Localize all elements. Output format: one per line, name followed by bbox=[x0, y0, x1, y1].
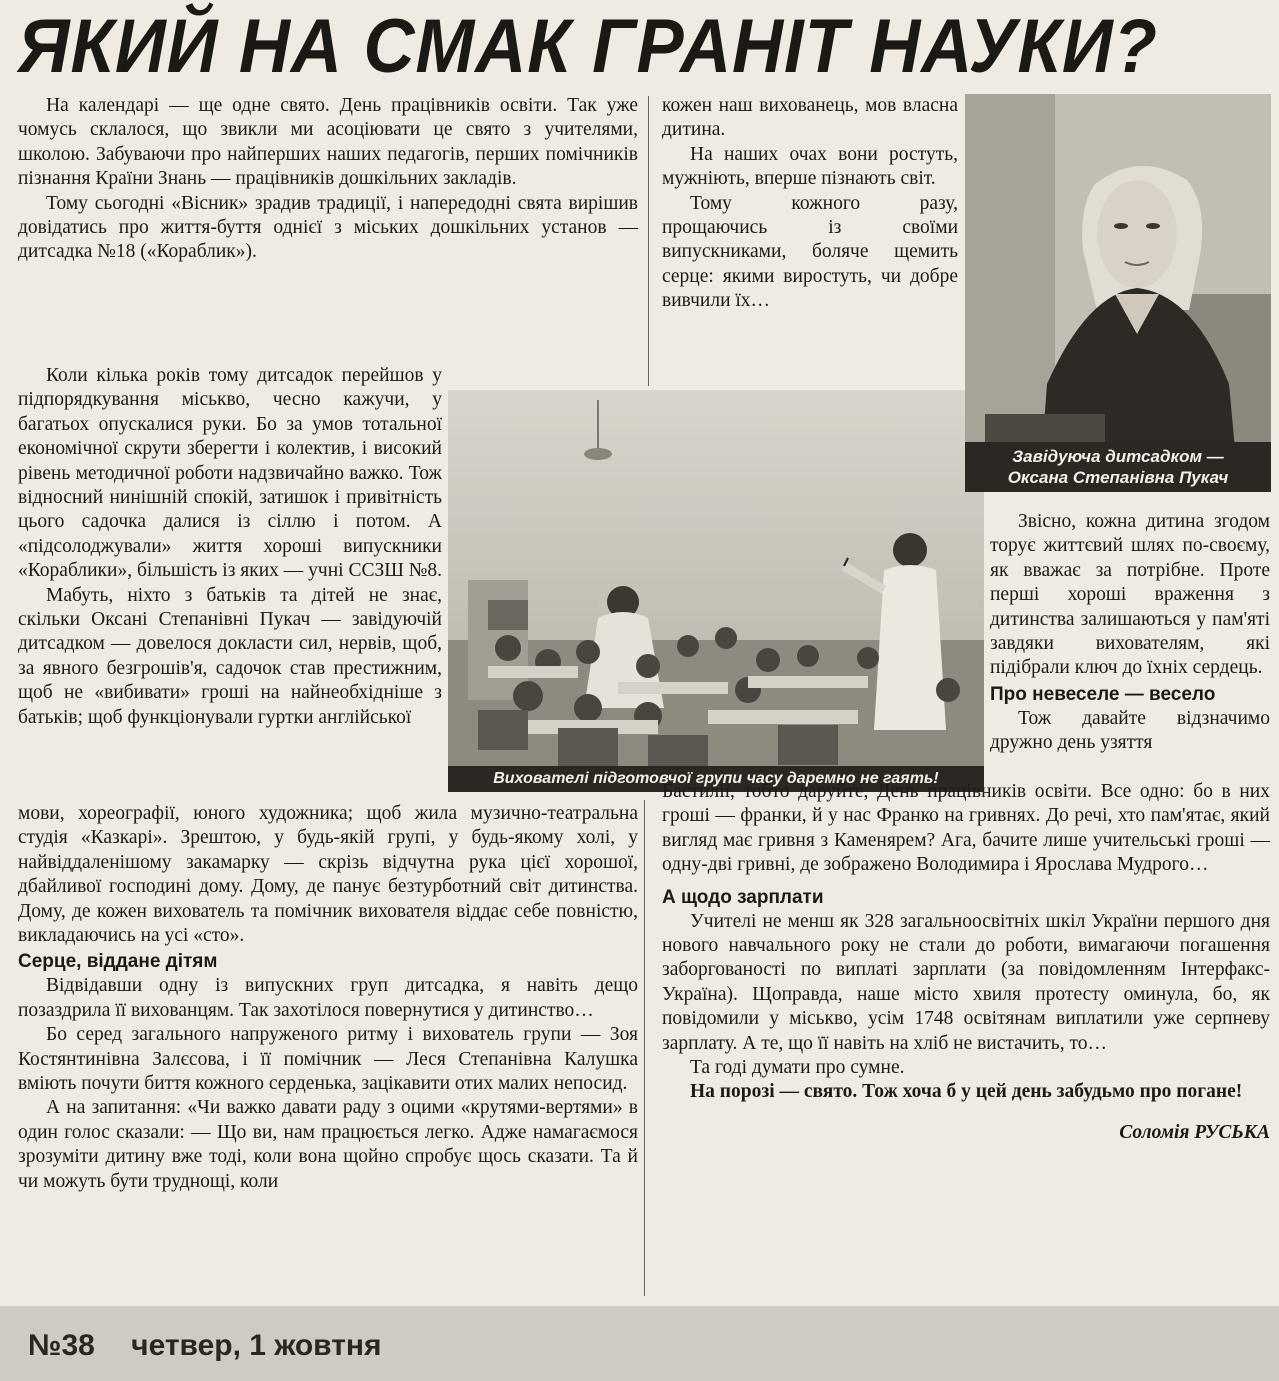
portrait-photo-image bbox=[965, 94, 1271, 492]
column-divider bbox=[648, 96, 649, 386]
paragraph: кожен наш вихованець, мов власна дитина. bbox=[662, 95, 958, 141]
subheading-heart: Серце, віддане дітям bbox=[18, 951, 218, 973]
portrait-caption-line-1: Завідуюча дитсадком — bbox=[1012, 447, 1224, 466]
issue-number: №38 bbox=[28, 1329, 95, 1362]
classroom-photo-image bbox=[448, 390, 984, 792]
paragraph: Та годі думати про сумне. bbox=[690, 1057, 905, 1079]
portrait-photo-caption bbox=[965, 442, 1271, 492]
column-2-top bbox=[662, 94, 958, 314]
paragraph: Звісно, кожна дитина згодом торує життєвий шлях по-своєму, як вважає за потрібне. Проте перші хороші враження з дитинства залишаються у пам'яті завдяки вихователям, які підібрали ключ до їхніх сердець. bbox=[990, 511, 1270, 679]
paragraph-closing: На порозі — свято. Тож хоча б у цей день забудьмо про погане! bbox=[690, 1081, 1243, 1103]
footer-issue-info bbox=[28, 1328, 382, 1364]
column-1-bottom bbox=[18, 802, 638, 1194]
paragraph: Коли кілька років тому дитсадок перейшов у підпорядкування міськво, чесно кажучи, у багатьох опускалися руки. Бо за умов тотальної економічної скрути зберегти і колектив, і високий рівень методичної роботи надзвичайно важко. Тож відносний нинішній спокій, затишок і привітність цього садочка далися із сіллю і потом. А «підсолоджували» життя хороші випускники «Кораблики», більшість із яких — учні ССЗШ №8. bbox=[18, 365, 443, 582]
paragraph: А на запитання: «Чи важко давати раду з оцими «крутями-вертями» в один голос сказали: — Що ви, нам працюється легко. Адже намагаємося зрозуміти дитину вже тоді, коли вона щойно спробує щось сказати. Та й чи можуть бути труднощі, коли bbox=[18, 1097, 638, 1192]
column-divider bbox=[644, 800, 645, 1296]
paragraph: Бо серед загального напруженого ритму і вихователь групи — Зоя Костянтинівна Залєсова, і її помічник — Леся Степанівна Калушка вміють почути биття кожного серденька, зацікавити отих малих непосид. bbox=[18, 1024, 638, 1095]
classroom-photo-caption: Вихователі підготовчої групи часу даремно не гаять! bbox=[448, 766, 984, 792]
portrait-caption-line-2: Оксана Степанівна Пукач bbox=[1007, 468, 1229, 487]
paragraph: Тому сьогодні «Вісник» зрадив традиції, і напередодні свята вирішив довідатись про життя-буття однієї з міських дошкільних установ — дитсадка №18 («Кораблик»). bbox=[18, 192, 638, 263]
column-2-bottom bbox=[662, 780, 1270, 1145]
subheading-cheerful: Про невеселе — весело bbox=[990, 683, 1216, 705]
paragraph: Учителі не менш як 328 загальноосвітніх шкіл України першого дня нового навчального року не стали до роботи, вимагаючи погашення заборгованості по виплаті зарплати (за повідомленням Інтерфакс-Україна). Щоправда, наше місто хвиля протесту оминула, бо, як повідомили у міськво, усім 1748 освітянам виплатили уже серпневу зарплату. А те, що її навіть на хліб не вистачить, то… bbox=[662, 910, 1270, 1054]
paragraph: На наших очах вони ростуть, мужніють, вперше пізнають світ. bbox=[662, 143, 958, 190]
column-3-middle bbox=[990, 510, 1270, 756]
paragraph: Тож давайте відзначимо дружно день узяття bbox=[990, 707, 1270, 754]
paragraph: Тому кожного разу, прощаючись із своїми випускниками, боляче щемить серце: якими виростуть, чи добре вивчили їх… bbox=[662, 192, 958, 312]
paragraph: На календарі — ще одне свято. День працівників освіти. Так уже чомусь склалося, що звикли ми асоціювати це свято з учителями, школою. Забуваючи про найперших наших педагогів, перших помічників пізнання Країни Знань — працівників дошкільних закладів. bbox=[18, 95, 638, 190]
paragraph: Бастилії, тобто даруйте, День працівників освіти. Все одно: бо в них гроші — франки, й у нас Франко на гривнях. До речі, хто пам'ятає, який вигляд має гривня з Каменярем? Ага, бачите лише учительські гроші — одну-дві гривні, де зображено Володимира і Ярослава Мудрого… bbox=[662, 781, 1270, 876]
issue-date: четвер, 1 жовтня bbox=[131, 1329, 382, 1362]
paragraph: Відвідавши одну із випускних груп дитсадка, я навіть дещо позаздрила її вихованцям. Так захотілося повернутися у дитинство… bbox=[18, 975, 638, 1021]
column-1-middle bbox=[18, 364, 442, 730]
classroom-photo bbox=[448, 390, 984, 792]
portrait-photo bbox=[965, 94, 1271, 492]
subheading-salary: А щодо зарплати bbox=[662, 886, 824, 908]
paragraph: мови, хореографії, юного художника; щоб жила музично-театральна студія «Казкарі». Зрештою, у будь-якій групі, у будь-якому холі, у найвіддаленішому закамарку — скрізь відчутна рука цієї хорошої, дбайливої господині дому. Дому, де панує безтурботний світ дитинства. Дому, де кожен вихователь та помічник вихователя віддає себе повністю, викладаючись на усі «сто». bbox=[18, 803, 638, 947]
headline: ЯКИЙ НА СМАК ГРАНІТ НАУКИ? bbox=[18, 4, 1158, 89]
column-1-top bbox=[18, 94, 638, 265]
author-signature: Соломія РУСЬКА bbox=[1119, 1121, 1270, 1143]
paragraph: Мабуть, ніхто з батьків та дітей не знає, скільки Оксані Степанівні Пукач — завідуючій дитсадком — довелося докласти сил, нервів, щоб, за явного безгрошів'я, садочок став престижним, щоб не «вибивати» гроші на найнеобхідніше з батьків; щоб функціонували гуртки англійської bbox=[18, 584, 442, 728]
